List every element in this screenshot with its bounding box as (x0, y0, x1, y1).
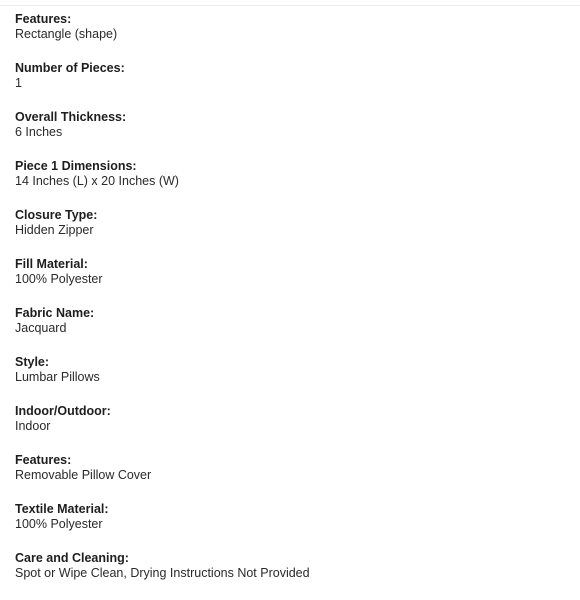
spec-item-indoor-outdoor (15, 404, 575, 453)
spec-item-closure-type (15, 208, 575, 257)
spec-item-fill-material (15, 257, 575, 306)
spec-item-number-of-pieces (15, 61, 575, 110)
spec-label: Number of Pieces: (15, 61, 125, 75)
spec-value: Removable Pillow Cover (15, 468, 152, 482)
spec-value: Jacquard (15, 321, 67, 335)
spec-label: Fill Material: (15, 257, 88, 271)
spec-value: 6 Inches (15, 125, 63, 139)
spec-item-piece-dimensions (15, 159, 575, 208)
spec-label: Overall Thickness: (15, 110, 127, 124)
spec-label: Style: (15, 355, 50, 369)
product-specifications-list (15, 12, 575, 600)
spec-value: Lumbar Pillows (15, 370, 100, 384)
spec-value: Rectangle (shape) (15, 27, 118, 41)
spec-label: Features: (15, 12, 72, 26)
spec-label: Features: (15, 453, 72, 467)
top-divider (0, 5, 580, 6)
spec-value: Hidden Zipper (15, 223, 94, 237)
spec-label: Indoor/Outdoor: (15, 404, 111, 418)
spec-label: Closure Type: (15, 208, 98, 222)
spec-value: Spot or Wipe Clean, Drying Instructions Not Provided (15, 566, 310, 580)
spec-label: Fabric Name: (15, 306, 95, 320)
spec-item-overall-thickness (15, 110, 575, 159)
spec-item-features-shape (15, 12, 575, 61)
spec-item-textile-material (15, 502, 575, 551)
spec-value: 1 (15, 76, 22, 90)
spec-label: Piece 1 Dimensions: (15, 159, 137, 173)
spec-item-fabric-name (15, 306, 575, 355)
spec-item-features-cover (15, 453, 575, 502)
spec-value: Indoor (15, 419, 51, 433)
spec-label: Textile Material: (15, 502, 109, 516)
spec-item-care-and-cleaning (15, 551, 575, 600)
spec-value: 100% Polyester (15, 517, 103, 531)
spec-label: Care and Cleaning: (15, 551, 129, 565)
spec-value: 14 Inches (L) x 20 Inches (W) (15, 174, 179, 188)
spec-item-style (15, 355, 575, 404)
spec-value: 100% Polyester (15, 272, 103, 286)
